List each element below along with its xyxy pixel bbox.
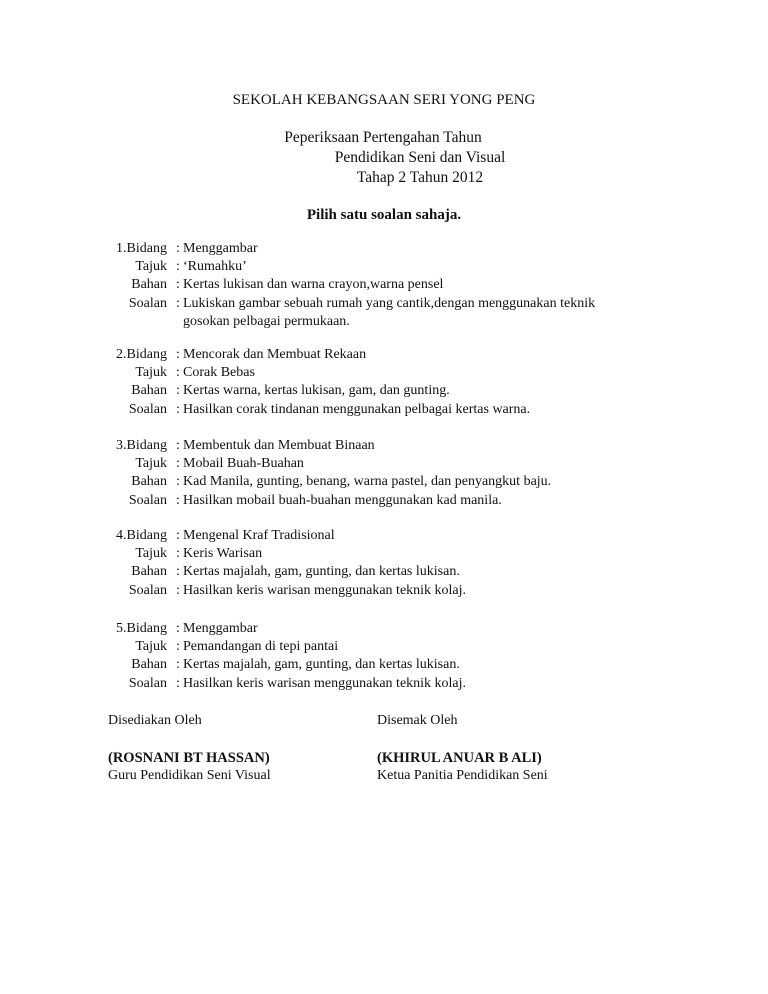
bidang-value: Menggambar [183, 621, 258, 636]
colon: : [176, 383, 180, 399]
colon: : [176, 564, 180, 580]
question-3 [0, 437, 768, 510]
colon: : [176, 277, 180, 293]
soalan-value: Lukiskan gambar sebuah rumah yang cantik,dengan menggunakan teknik [183, 295, 596, 311]
bidang-value: Menggambar [183, 241, 258, 256]
colon: : [176, 259, 180, 275]
bidang-value: Membentuk dan Membuat Binaan [183, 438, 375, 453]
question-row-tajuk [0, 258, 768, 276]
question-2 [0, 346, 768, 419]
bidang-label: 1.Bidang [116, 241, 167, 256]
question-row-bidang [0, 240, 768, 258]
level-title: Tahap 2 Tahun 2012 [356, 169, 484, 186]
tajuk-value: Mobail Buah-Buahan [183, 456, 304, 472]
tajuk-label: Tajuk [135, 365, 167, 381]
colon: : [176, 456, 180, 472]
signature-role: Guru Pendidikan Seni Visual [108, 768, 271, 783]
colon: : [176, 546, 180, 562]
colon: : [176, 347, 180, 362]
bidang-label: 5.Bidang [116, 621, 167, 636]
question-row-soalan [0, 295, 768, 313]
bahan-label: Bahan [131, 474, 167, 490]
soalan-value-continued: gosokan pelbagai permukaan. [183, 313, 350, 329]
bahan-label: Bahan [131, 383, 167, 399]
bahan-label: Bahan [131, 277, 167, 293]
signature-name: (ROSNANI BT HASSAN) [108, 749, 270, 766]
question-row-tajuk [0, 545, 768, 563]
bahan-value: Kertas warna, kertas lukisan, gam, dan gunting. [183, 383, 450, 399]
question-row-bahan [0, 473, 768, 491]
bahan-label: Bahan [131, 657, 167, 673]
colon: : [176, 528, 180, 543]
bahan-value: Kertas majalah, gam, gunting, dan kertas lukisan. [183, 657, 460, 673]
bidang-value: Mengenal Kraf Tradisional [183, 528, 335, 543]
question-row-tajuk [0, 638, 768, 656]
question-row-soalan [0, 582, 768, 600]
tajuk-value: Corak Bebas [183, 365, 255, 381]
tajuk-label: Tajuk [135, 259, 167, 275]
soalan-value: Hasilkan corak tindanan menggunakan pelbagai kertas warna. [183, 401, 531, 417]
bidang-label: 2.Bidang [116, 347, 167, 362]
colon: : [176, 474, 180, 490]
bahan-label: Bahan [131, 564, 167, 580]
tajuk-value: Keris Warisan [183, 546, 263, 562]
tajuk-label: Tajuk [135, 456, 167, 472]
colon: : [176, 401, 180, 417]
signature-prepared [108, 712, 271, 786]
colon: : [176, 675, 180, 691]
tajuk-value: ‘Rumahku’ [183, 259, 247, 275]
bahan-value: Kertas lukisan dan warna crayon,warna pensel [183, 277, 444, 293]
colon: : [176, 438, 180, 453]
soalan-label: Soalan [128, 582, 167, 598]
signature-name: (KHIRUL ANUAR B ALI) [377, 749, 542, 766]
soalan-value: Hasilkan mobail buah-buahan menggunakan kad manila. [183, 492, 502, 508]
colon: : [176, 365, 180, 381]
question-row-bahan [0, 656, 768, 674]
question-row-tajuk [0, 364, 768, 382]
question-row-bahan [0, 563, 768, 581]
signature-caption: Disediakan Oleh [108, 713, 202, 728]
colon: : [176, 582, 180, 598]
colon: : [176, 639, 180, 655]
bahan-value: Kad Manila, gunting, benang, warna pastel, dan penyangkut baju. [183, 474, 552, 490]
question-row-bidang [0, 437, 768, 455]
question-1 [0, 240, 768, 331]
question-5 [0, 620, 768, 693]
exam-title: Peperiksaan Pertengahan Tahun [284, 129, 482, 146]
tajuk-label: Tajuk [135, 546, 167, 562]
question-row-bidang [0, 346, 768, 364]
colon: : [176, 492, 180, 508]
bidang-label: 3.Bidang [116, 438, 167, 453]
tajuk-label: Tajuk [135, 639, 167, 655]
instruction: Pilih satu soalan sahaja. [306, 207, 462, 223]
signature-reviewed [377, 712, 548, 786]
bidang-value: Mencorak dan Membuat Rekaan [183, 347, 367, 362]
signature-role: Ketua Panitia Pendidikan Seni [377, 768, 548, 783]
soalan-value: Hasilkan keris warisan menggunakan teknik kolaj. [183, 582, 467, 598]
colon: : [176, 241, 180, 256]
question-4 [0, 527, 768, 600]
bahan-value: Kertas majalah, gam, gunting, dan kertas lukisan. [183, 564, 460, 580]
soalan-value: Hasilkan keris warisan menggunakan teknik kolaj. [183, 675, 467, 691]
soalan-label: Soalan [128, 401, 167, 417]
signature-caption: Disemak Oleh [377, 713, 458, 728]
question-row-tajuk [0, 455, 768, 473]
colon: : [176, 657, 180, 673]
question-row-soalan [0, 492, 768, 510]
soalan-label: Soalan [128, 675, 167, 691]
question-row-bahan [0, 276, 768, 294]
school-name: SEKOLAH KEBANGSAAN SERI YONG PENG [232, 92, 536, 108]
question-row-bidang [0, 620, 768, 638]
colon: : [176, 295, 180, 311]
tajuk-value: Pemandangan di tepi pantai [183, 639, 339, 655]
colon: : [176, 621, 180, 636]
question-row-bahan [0, 382, 768, 400]
question-row-bidang [0, 527, 768, 545]
subject-title: Pendidikan Seni dan Visual [334, 149, 506, 166]
question-row-soalan-continued [0, 313, 768, 331]
question-row-soalan [0, 401, 768, 419]
soalan-label: Soalan [128, 492, 167, 508]
soalan-label: Soalan [128, 295, 167, 311]
question-row-soalan [0, 675, 768, 693]
bidang-label: 4.Bidang [116, 528, 167, 543]
